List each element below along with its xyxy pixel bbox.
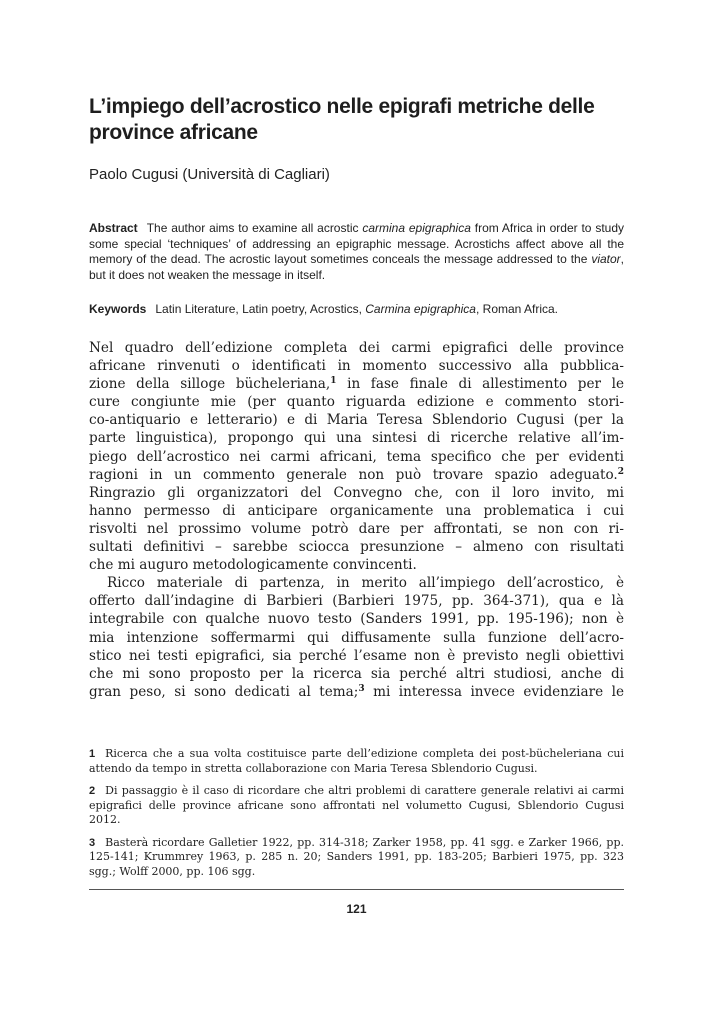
footnote-text: Ricerca che a sua volta costituisce parte dell’edizione completa dei post-bücheleriana cui attendo da tempo in stretta collaborazione con Maria Teresa Sblendorio Cugusi.	[89, 747, 624, 775]
body-line: che mi auguro metodologicamente convincenti.	[89, 557, 417, 574]
keywords-label: Keywords	[89, 302, 147, 316]
abstract-text: The author aims to examine all acrostic	[146, 221, 363, 235]
body-line: ragioni in un commento generale non può trovare spazio adeguato.$^2$	[89, 466, 624, 483]
abstract-text: , but it does not weaken the message in itself.	[89, 252, 624, 282]
body-line: zione della silloge bücheleriana,$^1$ in fase finale di allestimento per le	[89, 376, 624, 393]
footnote-number: 2	[89, 785, 96, 797]
keywords-term: Carmina epigraphica	[365, 302, 476, 316]
footnote-number: 3	[89, 836, 96, 849]
abstract-label: Abstract	[89, 221, 138, 235]
body-line: africane rinvenuti o identificati in momento successivo alla pubblica-	[89, 358, 624, 375]
body-text	[89, 339, 624, 701]
footnotes	[89, 747, 624, 887]
footnote	[89, 784, 624, 828]
abstract-term: viator	[591, 252, 621, 266]
body-line: mia intenzione soffermarmi qui diffusamente sulla funzione dell’acro-	[89, 629, 624, 646]
body-line: cure congiunte mie (per quanto riguarda edizione e commento stori-	[89, 394, 624, 411]
body-line: sultati definitivi – sarebbe sciocca presunzione – almeno con risultati	[89, 539, 624, 556]
footer-divider	[89, 889, 624, 890]
body-line: Nel quadro dell’edizione completa dei carmi epigrafici delle province	[89, 340, 624, 356]
footnote-ref[interactable]: 3	[358, 683, 365, 694]
footnote	[89, 747, 624, 776]
keywords	[89, 302, 624, 318]
paper-author: Paolo Cugusi (Università di Cagliari)	[89, 166, 330, 183]
body-line: piego dell’acrostico nei carmi africani, tema specifico che per evidenti	[89, 448, 624, 465]
paper-title: L’impiego dell’acrostico nelle epigrafi metriche delle province africane	[89, 95, 595, 144]
body-line: stico nei testi epigrafici, sia perché l’esame non è previsto negli obiettivi	[89, 647, 624, 664]
body-line: offerto dall’indagine di Barbieri (Barbieri 1975, pp. 364-371), qua e là	[89, 593, 624, 610]
footnote-number: 1	[89, 748, 96, 760]
body-line: hanno permesso di anticipare organicamente una problematica i cui	[89, 502, 624, 519]
footnote-ref[interactable]: 2	[617, 466, 624, 477]
body-line: Ricco materiale di partenza, in merito all’impiego dell’acrostico, è	[107, 575, 624, 592]
abstract-text: from Africa in order to study some special ‘techniques’ of addressing an epigraphic message. Acrostichs affect above all the memory of the dead. The acrostic layout sometimes conceals the message addressed to the	[89, 221, 625, 266]
footnote-ref[interactable]: 1	[330, 376, 337, 387]
keywords-text: Latin Literature, Latin poetry, Acrostics,	[155, 302, 366, 316]
footnote	[89, 836, 624, 880]
body-line: co-antiquario e letterario) e di Maria Teresa Sblendorio Cugusi (per la	[89, 412, 624, 429]
abstract	[89, 221, 624, 283]
body-line: gran peso, si sono dedicati al tema;$^3$ mi interessa invece evidenziare le	[89, 683, 624, 700]
body-line: parte linguistica), propongo qui una sintesi di ricerche relative all’im-	[89, 430, 624, 447]
abstract-term: carmina epigraphica	[362, 221, 471, 235]
page-number: 121	[346, 902, 367, 916]
footnote-text: Basterà ricordare Galletier 1922, pp. 314-318; Zarker 1958, pp. 41 sgg. e Zarker 1966, pp. 125-141; Krummrey 1963, p. 285 n. 20; Sanders 1991, pp. 183-205; Barbieri 1975, pp. 323 sgg.; Wolff 2000, pp. 106 sgg.	[89, 835, 624, 878]
footnote-text: Di passaggio è il caso di ricordare che altri problemi di carattere generale relativi ai carmi epigrafici delle province africane sono affrontati nel volumetto Cugusi, Sblendorio Cugusi 2012.	[89, 784, 624, 826]
body-line: che mi sono proposto per la ricerca sia perché altri studiosi, anche di	[89, 665, 624, 682]
body-line: risvolti nel prossimo volume potrò dare per affrontati, se non con ri-	[89, 520, 624, 537]
body-line: Ringrazio gli organizzatori del Convegno che, con il loro invito, mi	[89, 484, 624, 501]
body-line: integrabile con qualche nuovo testo (Sanders 1991, pp. 195-196); non è	[89, 611, 624, 628]
keywords-text: , Roman Africa.	[475, 302, 559, 316]
